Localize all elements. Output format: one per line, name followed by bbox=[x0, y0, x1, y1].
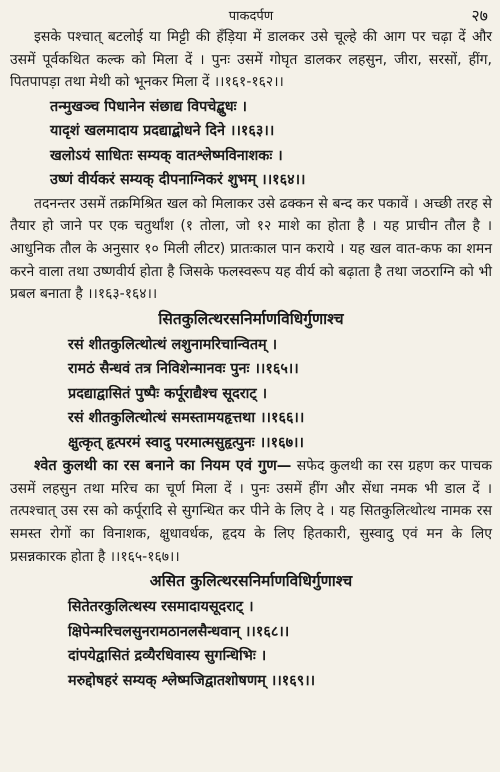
verse-block-1 bbox=[10, 95, 492, 193]
verse-line: सितेतरकुलित्थस्य रसमादायसूदराट् । bbox=[68, 599, 254, 616]
commentary-inline-heading: श्वेत कुलथी का रस बनाने का नियम एवं गुण— bbox=[34, 457, 292, 475]
verse-line: मरुद्दोषहरं सम्यक् श्लेष्मजिद्वातशोषणम् ।।१६९।। bbox=[68, 672, 316, 689]
commentary-paragraph-2 bbox=[10, 193, 492, 306]
page-number: २७ bbox=[471, 6, 488, 25]
commentary-text-2: तदनन्तर उसमें तक्रमिश्रित खल को मिलाकर उसे ढक्कन से बन्द कर पकावें । अच्छी तरह से तैयार हो जाने पर एक चतुर्थांश (१ तोला, जो १२ माशे का होता है । यह प्राचीन तौल है । आधुनिक तौल के अनुसार १० मिली लीटर) प्रातःकाल पान कराये । यह खल वात-कफ का शमन करने वाला तथा उष्णवीर्य होता है जिसके फलस्वरूप यह वीर्य को बढ़ाता है तथा जठराग्नि को भी प्रबल बनाता है ।।१६३-१६४।। bbox=[10, 195, 492, 303]
verse-line: रामठं सैन्धवं तत्र निविशेन्मानवः पुनः ।।१६५।। bbox=[68, 361, 299, 378]
verse-line: तन्मुखञ्च पिधानेन संछाद्य विपचेद्बुधः । bbox=[50, 98, 248, 115]
commentary-text-3: सफेद कुलथी का रस ग्रहण कर पाचक उसमें लहसुन तथा मरिच का चूर्ण मिला दें । पुनः उसमें हींग और सेंधा नमक भी डाल दें । तत्पश्चात् उस रस को कर्पूरादि से सुगन्धित कर पीने के लिए दे । यह सितकुलित्थोत्थ नामक रस समस्त रोगों का विनाशक, क्षुधावर्धक, हृदय के लिए हितकारी, सुस्वादु एवं मन के लिए प्रसन्नकारक होता है ।।१६५-१६७।। bbox=[10, 458, 492, 565]
running-title: पाकदर्पण bbox=[228, 9, 274, 24]
verse-line: उष्णं वीर्यकरं सम्यक् दीपनाग्निकरं शुभम् ।।१६४।। bbox=[50, 172, 306, 189]
verse-line: रसं शीतकुलित्थोत्थं लशुनामरिचान्वितम् । bbox=[68, 336, 278, 353]
verse-block-2 bbox=[10, 333, 492, 456]
commentary-paragraph-3 bbox=[10, 455, 492, 568]
commentary-text-1: इसके पश्चात् बटलोई या मिट्टी की हँड़िया में डालकर उसे चूल्हे की आग पर चढ़ा दें और उसमें पूर्वकथित कल्क को मिला दें । पुनः उसमें गोघृत डालकर लहसुन, जीरा, सरसों, हींग, पितपापड़ा तथा मेथी को भूनकर मिला दें ।।१६१-१६२।। bbox=[10, 29, 492, 91]
verse-line: क्षिपेन्मरिचलसुनरामठानलसैन्धवान् ।।१६८।। bbox=[68, 623, 290, 640]
verse-line: दांपयेद्वासितं द्रव्यैरधिवास्य सुगन्धिभिः । bbox=[68, 648, 267, 665]
verse-line: क्षुत्कृत् हृत्परमं स्वादु परमात्मसुहृत्पुनः ।।१६७।। bbox=[68, 434, 304, 451]
commentary-paragraph-1 bbox=[10, 26, 492, 94]
verse-line: यादृशं खलमादाय प्रदद्याद्बोधने दिने ।।१६३।। bbox=[50, 123, 275, 140]
page-header bbox=[10, 4, 492, 26]
verse-line: प्रदद्याद्वासितं पुष्पैः कर्पूराद्यैश्च सूदराट् । bbox=[68, 385, 268, 402]
verse-line: रसं शीतकुलित्थोत्थं समस्तामयहृत्तथा ।।१६६।। bbox=[68, 410, 305, 427]
section-heading-2: असित कुलित्थरसनिर्माणविधिर्गुणाश्च bbox=[149, 572, 353, 591]
verse-line: खलोऽयं साधितः सम्यक् वातश्लेष्मविनाशकः । bbox=[50, 147, 283, 164]
section-heading-1: सितकुलित्थरसनिर्माणविधिर्गुणाश्च bbox=[158, 309, 344, 328]
verse-block-3 bbox=[10, 595, 492, 693]
